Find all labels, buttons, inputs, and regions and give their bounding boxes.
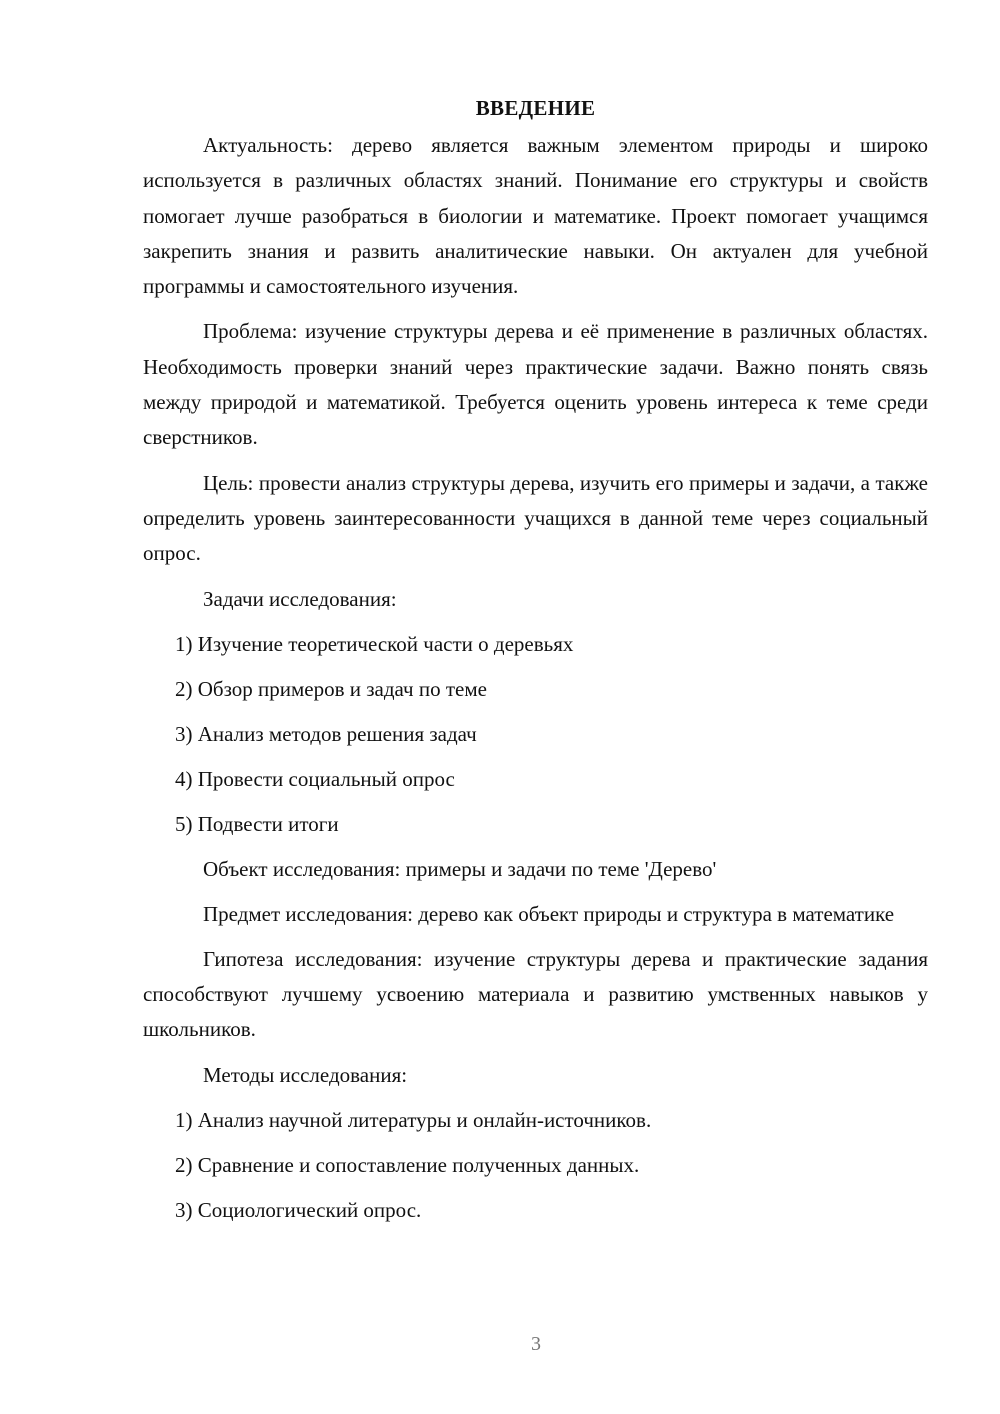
task-item: 2) Обзор примеров и задач по теме — [175, 676, 487, 701]
tasks-list — [143, 627, 928, 842]
relevance-paragraph: Актуальность: дерево является важным элементом природы и широко используется в различных областях знаний. Понимание его структуры и свойств помогает лучше разобраться в биологии и математике. Проект помогает учащимся закрепить знания и развить аналитические навыки. Он актуален для учебной программы и самостоятельного изучения. — [143, 133, 928, 299]
task-item: 3) Анализ методов решения задач — [175, 721, 477, 746]
task-item: 1) Изучение теоретической части о деревьях — [175, 631, 574, 656]
research-hypothesis: Гипотеза исследования: изучение структуры дерева и практические задания способствуют лучшему усвоению материала и развитию умственных навыков у школьников. — [143, 946, 928, 1042]
methods-list — [143, 1103, 928, 1228]
method-item: 2) Сравнение и сопоставление полученных данных. — [175, 1152, 640, 1177]
methods-label: Методы исследования: — [203, 1062, 408, 1087]
research-object: Объект исследования: примеры и задачи по теме 'Дерево' — [203, 856, 717, 881]
method-item: 1) Анализ научной литературы и онлайн-источников. — [175, 1107, 652, 1132]
problem-paragraph: Проблема: изучение структуры дерева и её применение в различных областях. Необходимость проверки знаний через практические задачи. Важно понять связь между природой и математикой. Требуется оценить уровень интереса к теме среди сверстников. — [143, 319, 928, 450]
tasks-label: Задачи исследования: — [203, 586, 397, 611]
method-item: 3) Социологический опрос. — [175, 1197, 422, 1222]
research-subject: Предмет исследования: дерево как объект природы и структура в математике — [203, 901, 895, 926]
task-item: 4) Провести социальный опрос — [175, 766, 455, 791]
page-number: 3 — [531, 1333, 541, 1355]
task-item: 5) Подвести итоги — [175, 811, 339, 836]
page-heading: ВВЕДЕНИЕ — [475, 96, 596, 120]
goal-paragraph: Цель: провести анализ структуры дерева, изучить его примеры и задачи, а также определить уровень заинтересованности учащихся в данной теме через социальный опрос. — [143, 470, 928, 566]
page-content — [143, 92, 928, 1238]
